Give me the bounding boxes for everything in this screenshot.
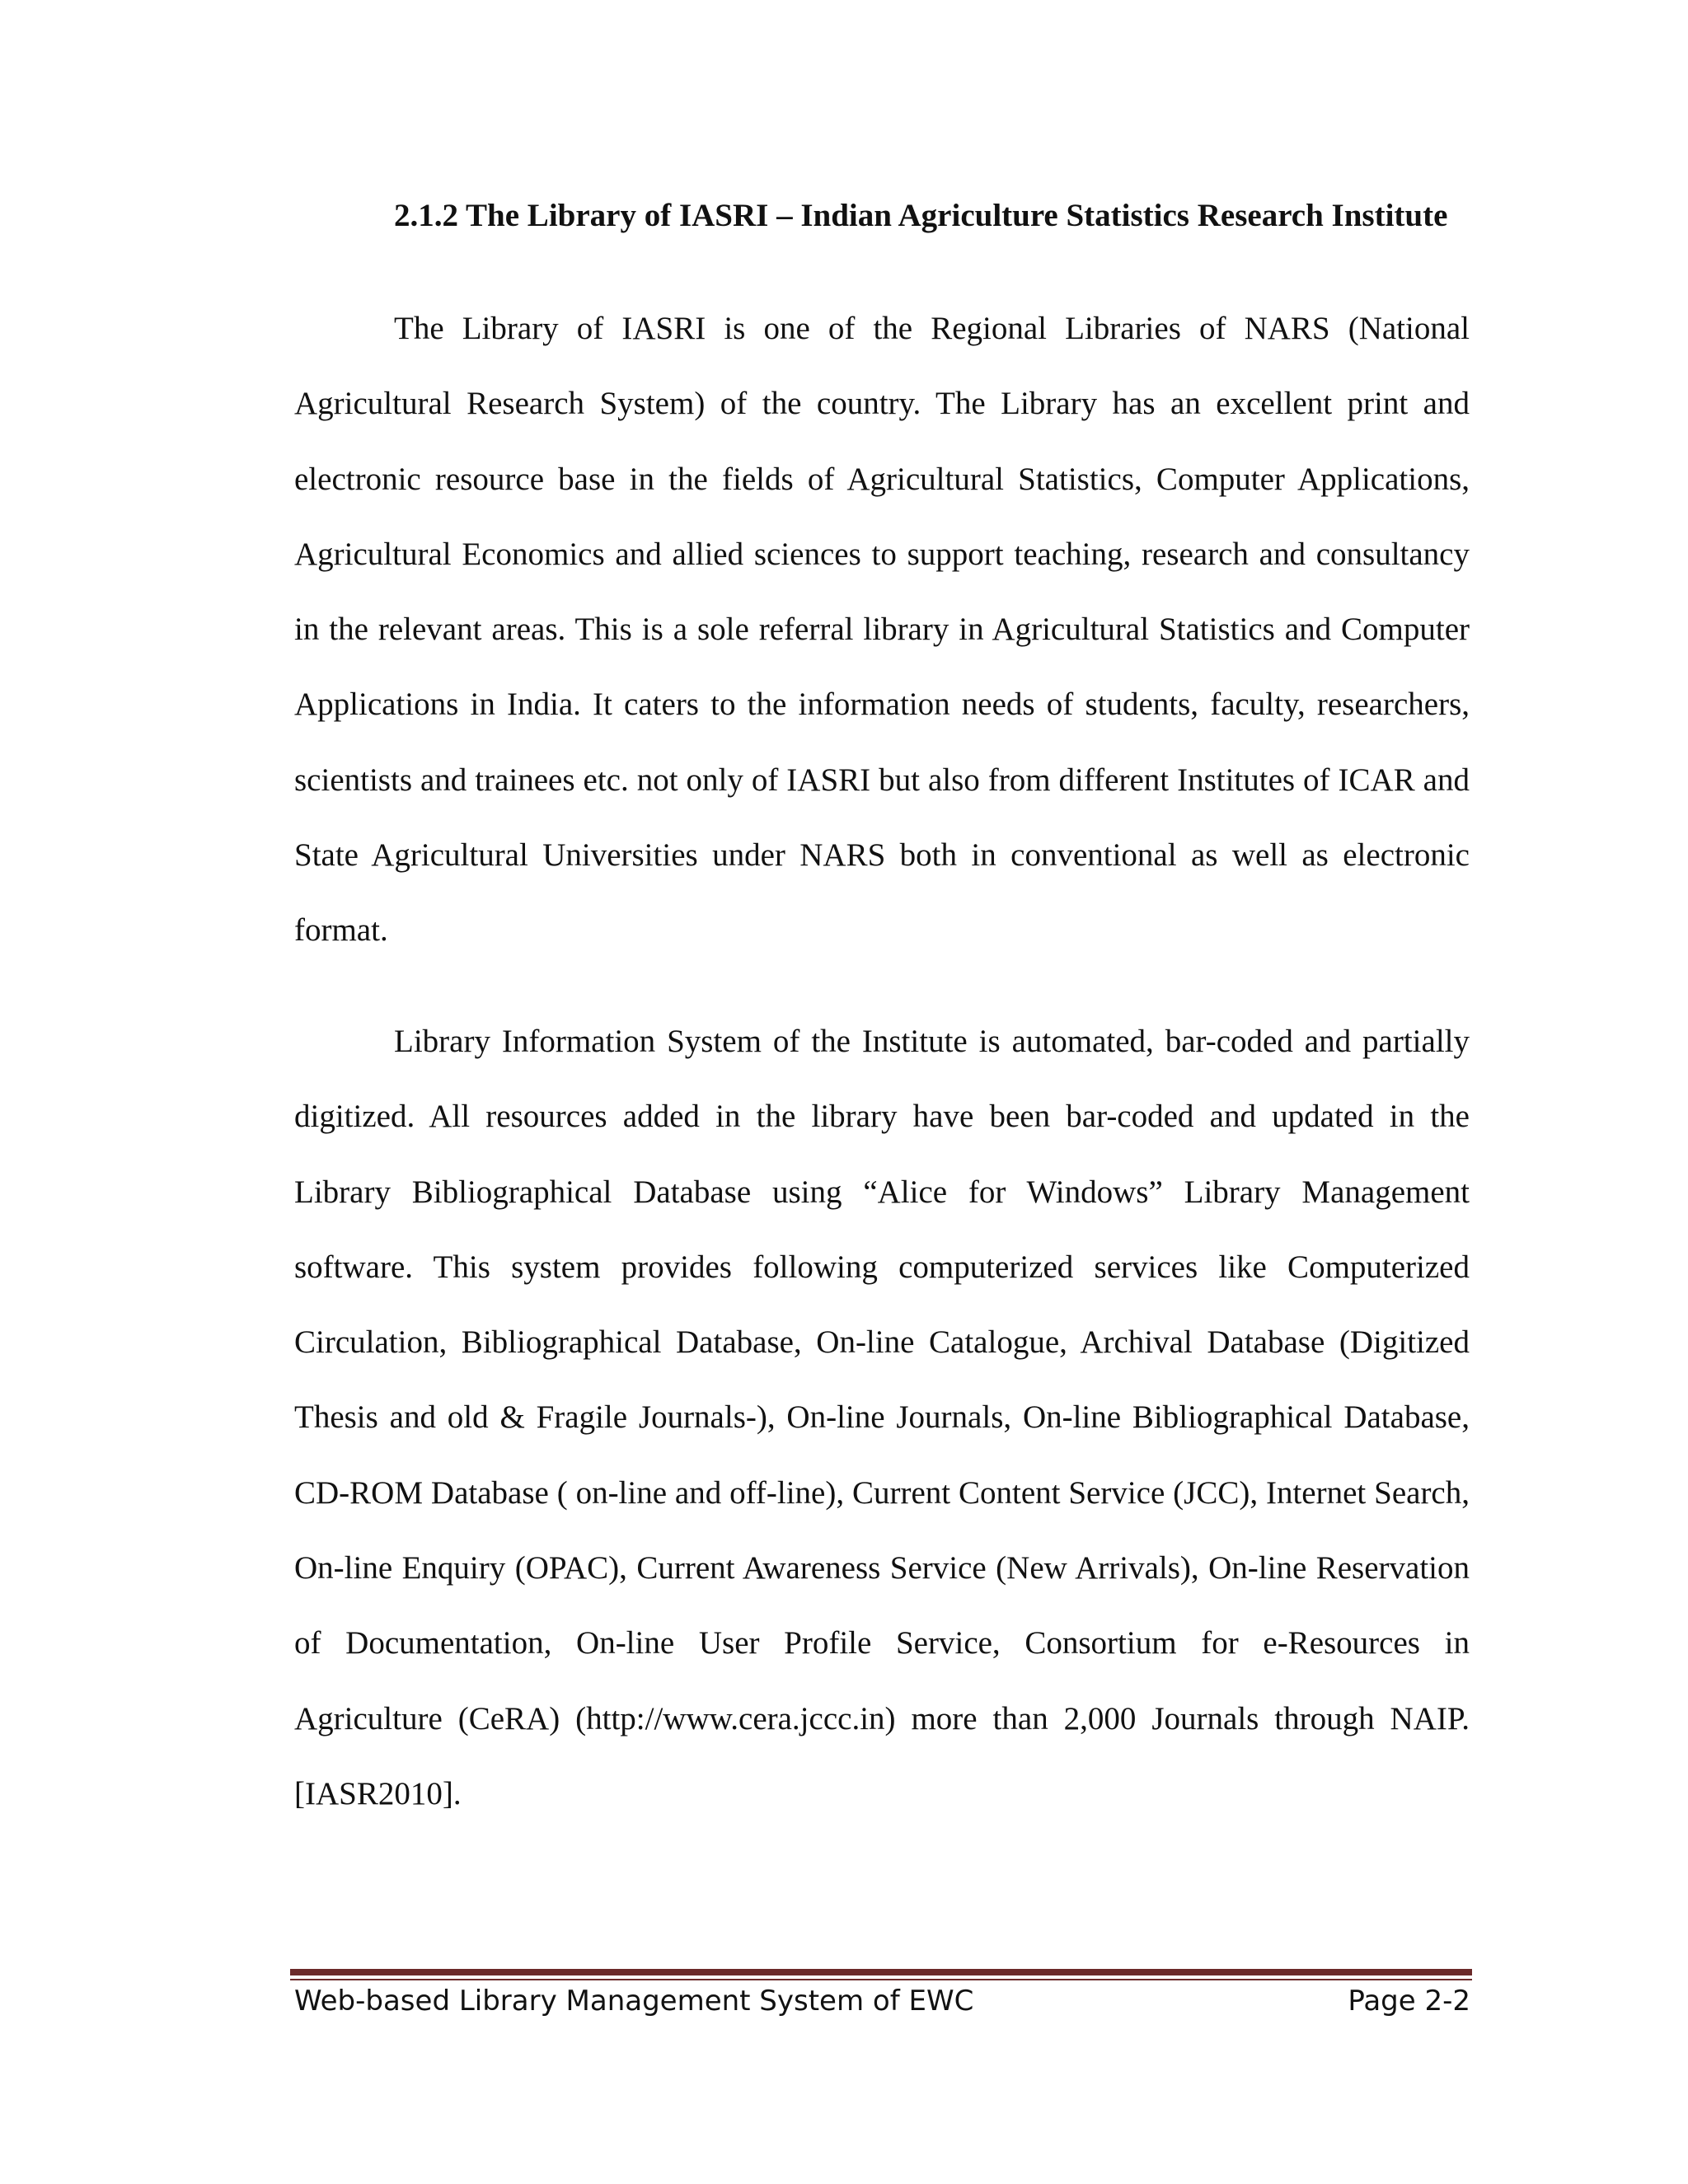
footer-document-title: Web-based Library Management System of EWC bbox=[294, 1985, 974, 2018]
footer-page-number: Page 2-2 bbox=[1348, 1985, 1470, 2018]
footer-rule bbox=[290, 1969, 1472, 1975]
paragraph-information-system: Library Information System of the Institute is automated, bar-coded and partially digitized. All resources added in the library have been bar-coded and updated in the Library Bibliographical Database using “Alice for Windows” Library Management software. This system provides following computerized services like Computerized Circulation, Bibliographical Database, On-line Catalogue, Archival Database (Digitized Thesis and old & Fragile Journals-), On-line Journals, On-line Bibliographical Database, CD-ROM Database ( on-line and off-line), Current Content Service (JCC), Internet Search, On-line Enquiry (OPAC), Current Awareness Service (New Arrivals), On-line Reservation of Documentation, On-line User Profile Service, Consortium for e-Resources in Agriculture (CeRA) (http://www.cera.jccc.in) more than 2,000 Journals through NAIP. [IASR2010]. bbox=[294, 1024, 1470, 1811]
section-heading: 2.1.2 The Library of IASRI – Indian Agriculture Statistics Research Institute bbox=[394, 198, 1448, 233]
footer-rule-thin bbox=[290, 1979, 1472, 1980]
paragraph-library-overview: The Library of IASRI is one of the Regional Libraries of NARS (National Agricultural Research System) of the country. The Library has an excellent print and electronic resource base in the fields of Agricultural Statistics, Computer Applications, Agricultural Economics and allied sciences to support teaching, research and consultancy in the relevant areas. This is a sole referral library in Agricultural Statistics and Computer Applications in India. It caters to the information needs of students, faculty, researchers, scientists and trainees etc. not only of IASRI but also from different Institutes of ICAR and State Agricultural Universities under NARS both in conventional as well as electronic format. bbox=[294, 311, 1470, 949]
